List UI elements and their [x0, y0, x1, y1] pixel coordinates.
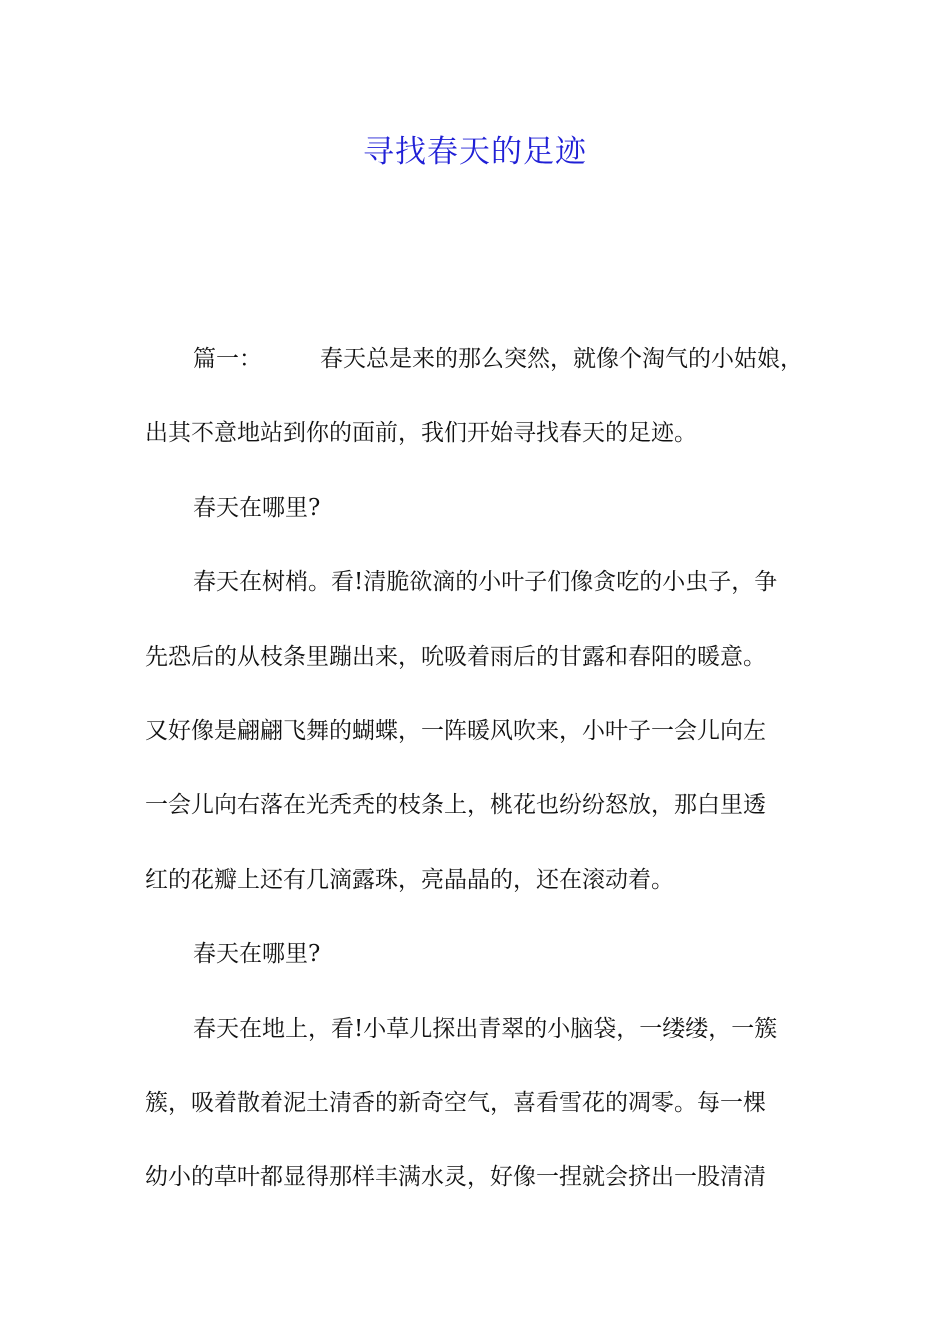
paragraph-line-4: 春天在树梢。看!清脆欲滴的小叶子们像贪吃的小虫子，争 — [193, 569, 778, 596]
paragraph-line-6: 又好像是翩翩飞舞的蝴蝶，一阵暖风吹来，小叶子一会儿向左 — [145, 717, 766, 744]
paragraph-line-1 — [145, 322, 825, 396]
paragraph-line-12: 幼小的草叶都显得那样丰满水灵，好像一捏就会挤出一股清清 — [145, 1164, 766, 1191]
paragraph-line-5: 先恐后的从枝条里蹦出来，吮吸着雨后的甘露和春阳的暖意。 — [145, 643, 766, 670]
line-text: 春天总是来的那么突然，就像个淘气的小姑娘， — [320, 346, 803, 372]
section-label: 篇一： — [193, 346, 262, 372]
paragraph-line-9: 春天在哪里? — [193, 941, 321, 968]
paragraph-line-10: 春天在地上，看!小草儿探出青翠的小脑袋，一缕缕，一簇 — [193, 1015, 778, 1042]
paragraph-line-7: 一会儿向右落在光秃秃的枝条上，桃花也纷纷怒放，那白里透 — [145, 792, 766, 819]
paragraph-line-2: 出其不意地站到你的面前，我们开始寻找春天的足迹。 — [145, 420, 697, 447]
document-title: 寻找春天的足迹 — [363, 134, 587, 170]
paragraph-line-11: 簇，吸着散着泥土清香的新奇空气，喜看雪花的凋零。每一棵 — [145, 1089, 766, 1116]
document-body — [145, 322, 825, 1215]
paragraph-line-3: 春天在哪里? — [193, 494, 321, 521]
paragraph-line-8: 红的花瓣上还有几滴露珠，亮晶晶的，还在滚动着。 — [145, 866, 674, 893]
